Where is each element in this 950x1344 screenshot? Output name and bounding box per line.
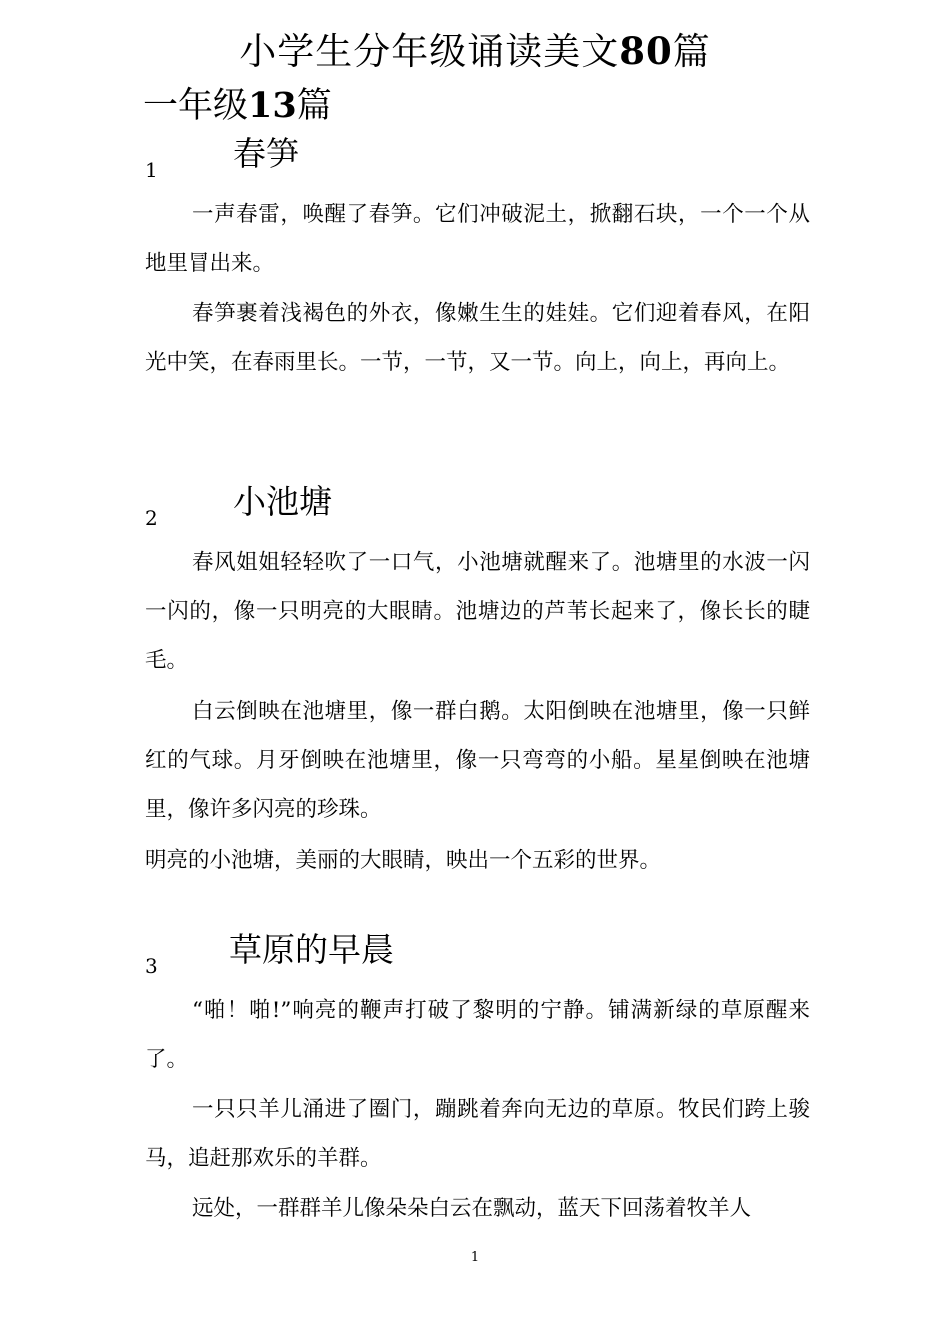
article-title: 春笋 xyxy=(233,134,299,173)
article-number: 2 xyxy=(145,506,158,530)
article-paragraph: “啪！啪!”响亮的鞭声打破了黎明的宁静。铺满新绿的草原醒来了。 xyxy=(145,998,810,1072)
article-paragraph: 明亮的小池塘，美丽的大眼睛，映出一个五彩的世界。 xyxy=(145,848,662,873)
article-paragraph: 一声春雷，唤醒了春笋。它们冲破泥土，掀翻石块，一个一个从地里冒出来。 xyxy=(145,202,810,276)
grade-section-heading: 一年级13篇 xyxy=(143,85,332,126)
article-number: 1 xyxy=(145,158,158,182)
article-paragraph: 白云倒映在池塘里，像一群白鹅。太阳倒映在池塘里，像一只鲜红的气球。月牙倒映在池塘里，像一只弯弯的小船。星星倒映在池塘里，像许多闪亮的珍珠。 xyxy=(145,699,810,822)
article-number: 3 xyxy=(145,954,158,978)
article-paragraph: 远处，一群群羊儿像朵朵白云在飘动，蓝天下回荡着牧羊人 xyxy=(192,1196,752,1221)
article-paragraph: 一只只羊儿涌进了圈门，蹦跳着奔向无边的草原。牧民们跨上骏马，追赶那欢乐的羊群。 xyxy=(145,1097,810,1171)
document-title: 小学生分年级诵读美文80篇 xyxy=(239,29,711,73)
article-paragraph: 春风姐姐轻轻吹了一口气，小池塘就醒来了。池塘里的水波一闪一闪的，像一只明亮的大眼睛。池塘边的芦苇长起来了，像长长的睫毛。 xyxy=(145,550,810,673)
article-title: 草原的早晨 xyxy=(229,930,394,969)
article-title: 小池塘 xyxy=(233,482,332,521)
article-paragraph: 春笋裹着浅褐色的外衣，像嫩生生的娃娃。它们迎着春风，在阳光中笑，在春雨里长。一节，一节，又一节。向上，向上，再向上。 xyxy=(145,301,810,375)
page-number: 1 xyxy=(470,1250,480,1265)
